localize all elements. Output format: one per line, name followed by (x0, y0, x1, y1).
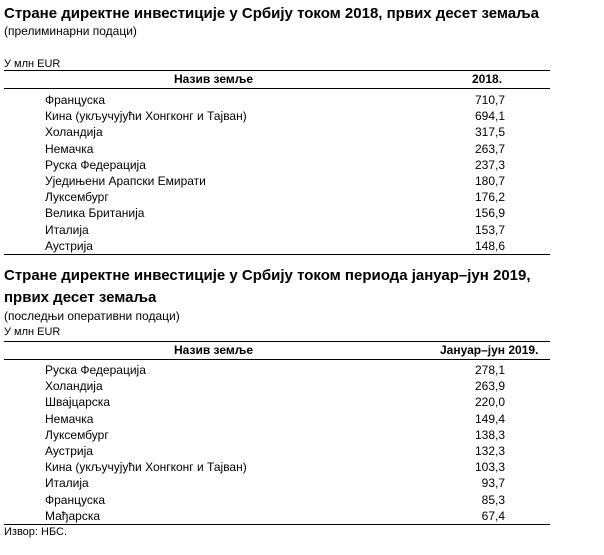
investment-value: 710,7 (474, 93, 505, 107)
table2-col-country: Назив земље (174, 343, 254, 357)
country-name: Мађарска (45, 508, 101, 523)
investment-value: 153,7 (474, 222, 505, 237)
investment-value: 138,3 (474, 427, 505, 442)
table2-header-row (4, 341, 550, 360)
investment-value: 67,4 (481, 508, 505, 523)
country-name: Француска (45, 93, 106, 107)
investment-value: 149,4 (474, 411, 505, 426)
table-row (0, 205, 604, 221)
table-row (0, 443, 604, 459)
country-name: Велика Британија (45, 206, 145, 221)
investment-value: 317,5 (474, 125, 505, 140)
source-note: Извор: НБС. (4, 526, 68, 538)
table-row (0, 157, 604, 173)
country-name: Холандија (45, 125, 103, 140)
table2-body (0, 362, 604, 524)
country-name: Луксембург (45, 427, 109, 442)
table-row (0, 378, 604, 394)
table2-col-value: Јануар–јун 2019. (440, 343, 539, 357)
investment-value: 237,3 (474, 157, 505, 172)
investment-value: 148,6 (474, 238, 505, 253)
table2-title-line1: Стране директне инвестиције у Србију током периода јануар–јун 2019, (4, 267, 531, 284)
country-name: Немачка (45, 141, 94, 156)
table-row (0, 508, 604, 524)
investment-value: 180,7 (474, 173, 505, 188)
table1-title: Стране директне инвестиције у Србију током 2018, првих десет земаља (4, 5, 539, 22)
table-row (0, 459, 604, 475)
investment-value: 176,2 (474, 190, 505, 205)
investment-value: 263,7 (474, 141, 505, 156)
table-row (0, 411, 604, 427)
table-row (0, 173, 604, 189)
table-row (0, 222, 604, 238)
country-name: Луксембург (45, 190, 109, 205)
table-row (0, 141, 604, 157)
country-name: Холандија (45, 379, 103, 394)
table1-body (0, 92, 604, 254)
country-name: Италија (45, 222, 89, 237)
table1-col-value: 2018. (472, 72, 503, 86)
table-row (0, 238, 604, 254)
table1-col-country: Назив земље (174, 72, 254, 86)
table-row (0, 124, 604, 140)
investment-value: 156,9 (474, 206, 505, 221)
table-row (0, 492, 604, 508)
country-name: Аустрија (45, 238, 93, 253)
table2-units: У млн EUR (4, 326, 61, 338)
table2-subtitle: (последњи оперативни подаци) (4, 309, 180, 323)
country-name: Француска (45, 492, 106, 507)
country-name: Руска Федерација (45, 157, 146, 172)
table2-bottom-rule (4, 524, 550, 525)
country-name: Кина (укључујући Хонгконг и Тајван) (45, 109, 247, 124)
investment-value: 103,3 (474, 460, 505, 475)
investment-value: 694,1 (474, 109, 505, 124)
table-row (0, 189, 604, 205)
country-name: Уједињени Арапски Емирати (45, 173, 206, 188)
table-row (0, 108, 604, 124)
country-name: Руска Федерација (45, 363, 146, 377)
table-row (0, 362, 604, 378)
investment-value: 132,3 (474, 443, 505, 458)
table-row (0, 475, 604, 491)
investment-value: 263,9 (474, 379, 505, 394)
table1-bottom-rule (4, 254, 550, 255)
table1-units: У млн EUR (4, 58, 61, 70)
country-name: Аустрија (45, 443, 93, 458)
country-name: Швајцарска (45, 395, 110, 410)
table1-subtitle: (прелиминарни подаци) (4, 24, 137, 38)
investment-value: 93,7 (481, 476, 505, 491)
country-name: Немачка (45, 411, 94, 426)
table-row (0, 92, 604, 108)
table1-header-row (4, 70, 550, 89)
country-name: Италија (45, 476, 89, 491)
table-row (0, 427, 604, 443)
investment-value: 220,0 (474, 395, 505, 410)
investment-value: 85,3 (481, 492, 505, 507)
table-row (0, 394, 604, 410)
country-name: Кина (укључујући Хонгконг и Тајван) (45, 460, 247, 475)
investment-value: 278,1 (474, 363, 505, 377)
table2-title-line2: првих десет земаља (4, 289, 157, 306)
